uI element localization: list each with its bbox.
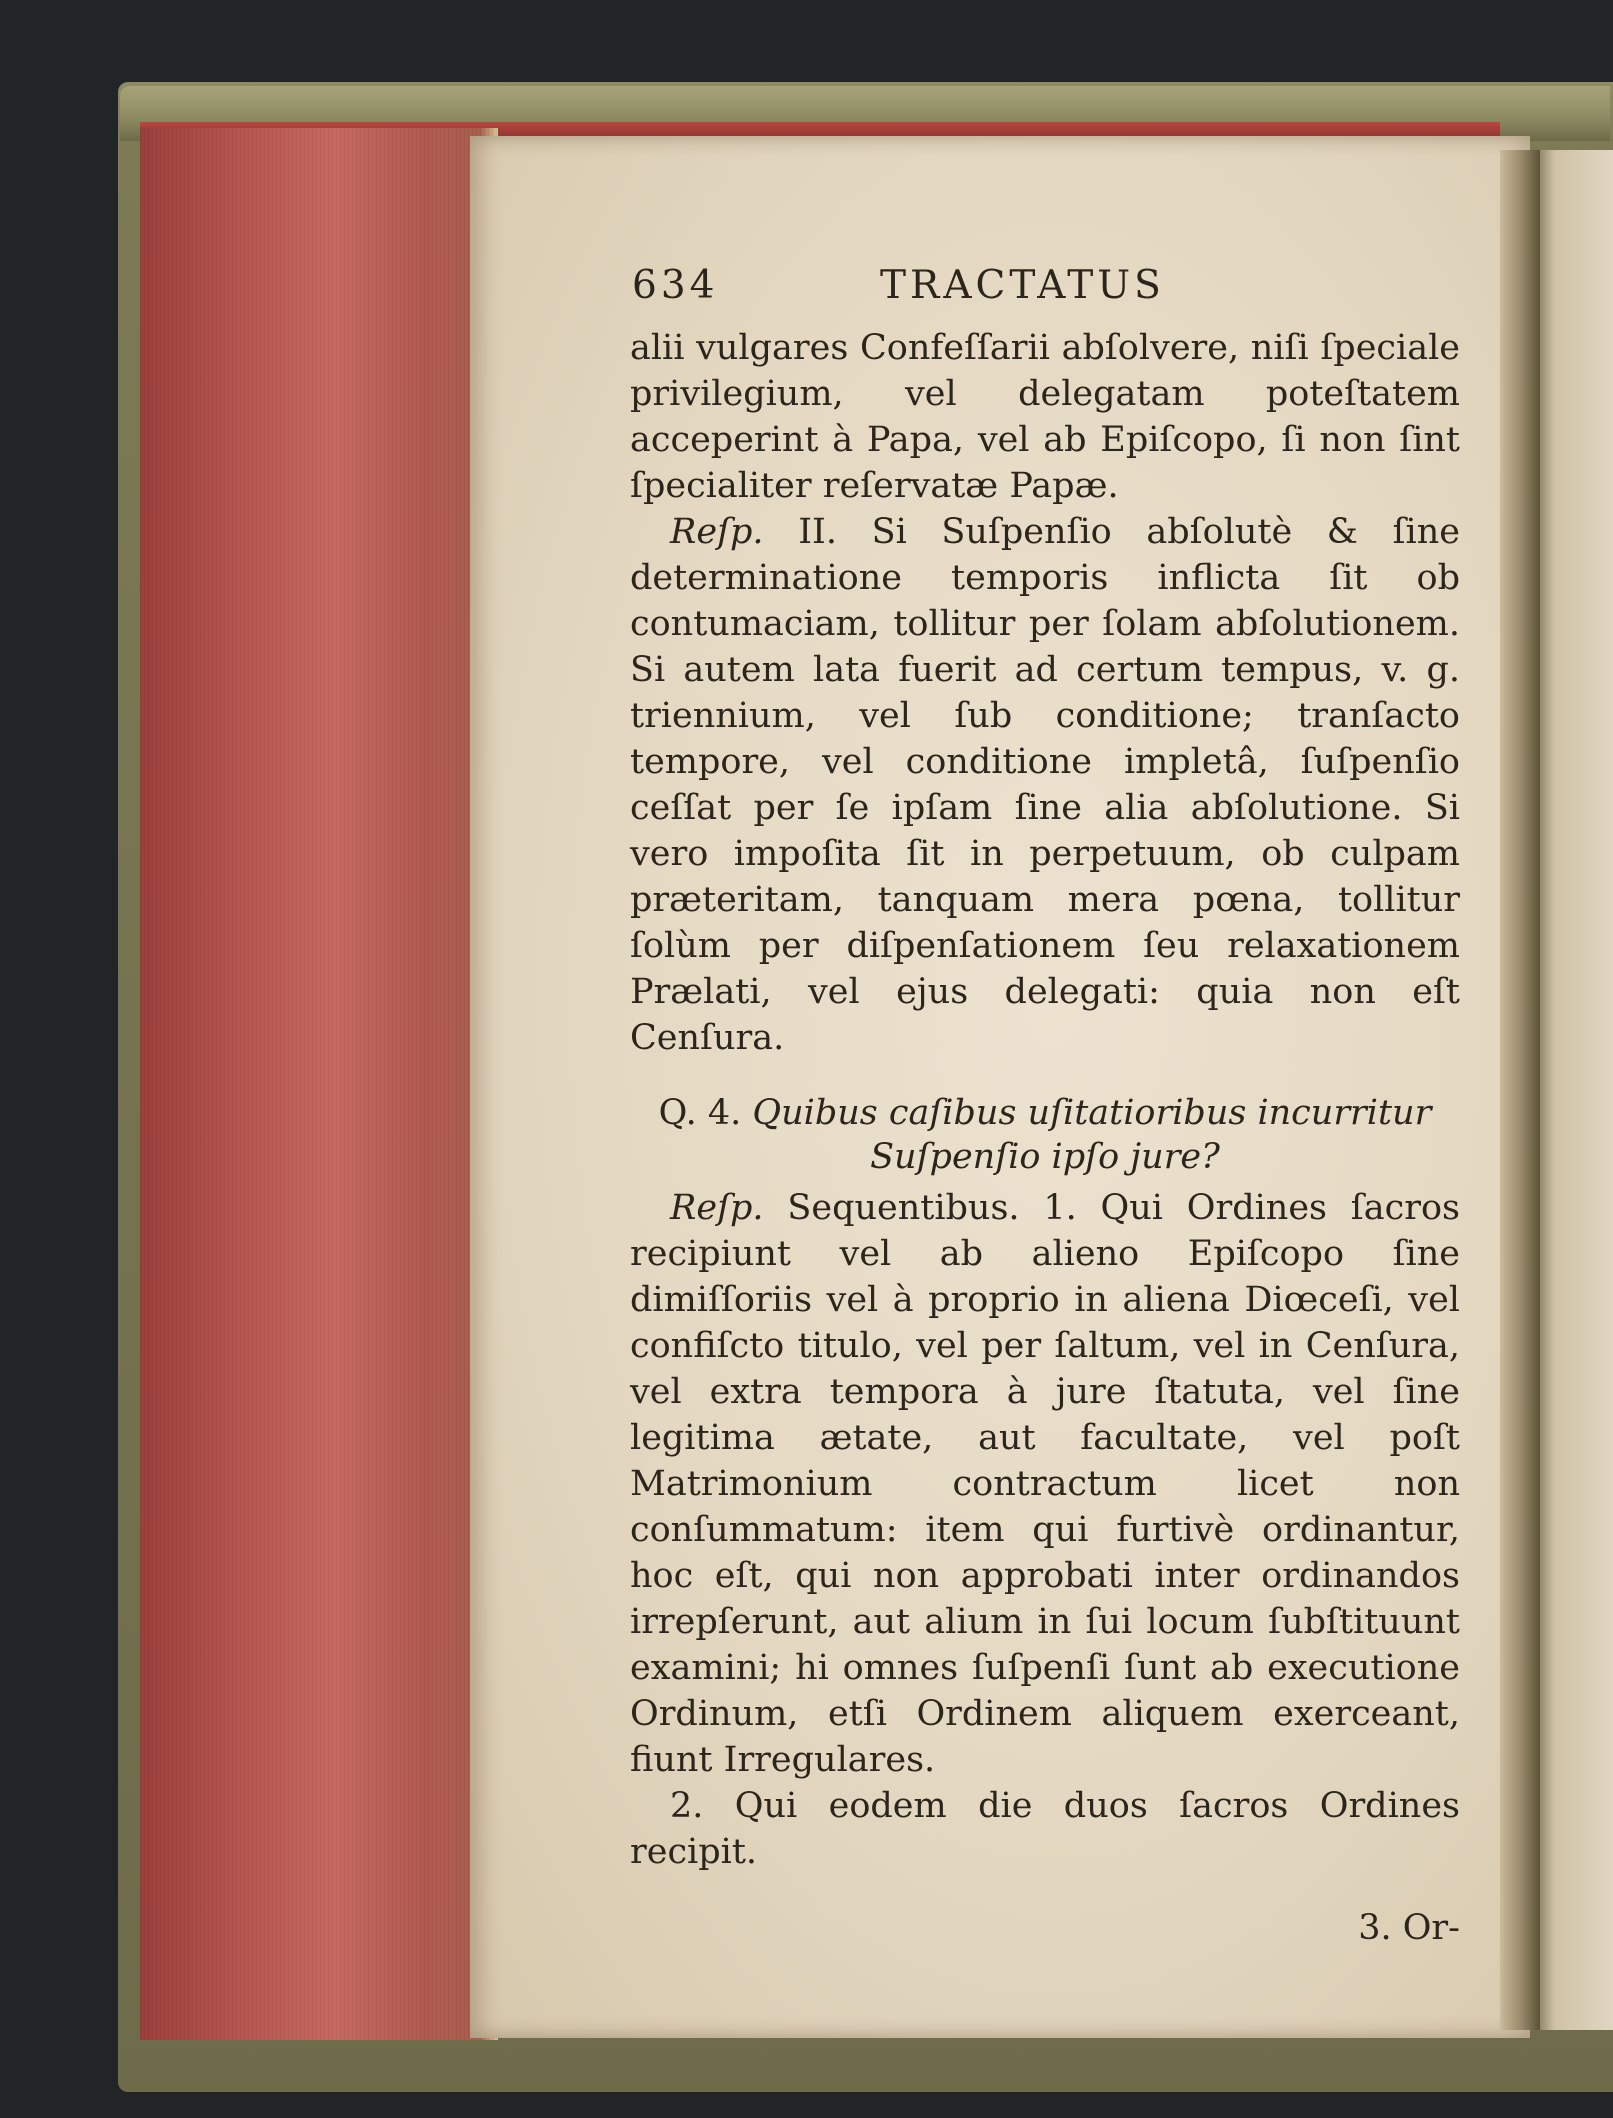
- resp-2-text: Si Suſpenſio abſolutè & ſine determinatione temporis inflicta ſit ob contumaciam, tollitur per ſolam abſolutionem. Si autem lata fuerit ad certum tempus, v. g. triennium, vel ſub conditione; tranſacto tempore, vel conditione impletâ, ſuſpenſio ceſſat per ſe ipſam ſine alia abſolutione. Si vero impoſita ſit in perpetuum, ob culpam præteritam, tanquam mera pœna, tollitur ſolùm per diſpenſationem ſeu relaxationem Prælati, vel ejus delegati: quia non eſt Cenſura.: [630, 512, 1460, 1058]
- paragraph-item-2: 2. Qui eodem die duos ſacros Ordines recipit.: [630, 1786, 1460, 1872]
- page-text: [630, 255, 1460, 1951]
- resp-3-text: Sequentibus. 1. Qui Ordines ſacros recipiunt vel ab alieno Epiſcopo ſine dimiſſoriis vel à proprio in aliena Diœceſi, vel confiſcto titulo, vel per ſaltum, vel in Cenſura, vel extra tempora à jure ſtatuta, vel ſine legitima ætate, aut facultate, vel poſt Matrimonium contractum licet non conſummatum: item qui furtivè ordinantur, hoc eſt, qui non approbati inter ordinandos irrepſerunt, aut alium in ſui locum ſubſtituunt examini; hi omnes ſuſpenſi ſunt ab executione Ordinum, etſi Ordinem aliquem exerceant, fiunt Irregulares.: [630, 1188, 1460, 1780]
- resp-label-2: Reſp.: [670, 1188, 764, 1228]
- paragraph-continued: alii vulgares Confeſſarii abſolvere, niſi ſpeciale privilegium, vel delegatam poteſtatem acceperint à Papa, vel ab Epiſcopo, ſi non ſint ſpecialiter reſervatæ Papæ.: [630, 328, 1460, 506]
- resp-label: Reſp.: [670, 512, 764, 552]
- page-gutter: [1500, 150, 1540, 2030]
- page-header: [630, 255, 1460, 325]
- running-head: TRACTATUS: [880, 263, 1165, 308]
- page-edges-red: [140, 128, 498, 2040]
- question-text: Quibus caſibus uſitatioribus incurritur Suſpenſio ipſo jure?: [752, 1093, 1432, 1177]
- paragraph-resp-3: [630, 1185, 1460, 1783]
- facing-page: [1530, 150, 1613, 2030]
- question-heading: [630, 1091, 1460, 1179]
- question-number: Q. 4.: [658, 1093, 742, 1133]
- paragraph-resp-2: [630, 509, 1460, 1061]
- catchword: 3. Or-: [1358, 1908, 1460, 1948]
- resp-numeral: II.: [798, 512, 837, 552]
- page-number: 634: [632, 263, 719, 308]
